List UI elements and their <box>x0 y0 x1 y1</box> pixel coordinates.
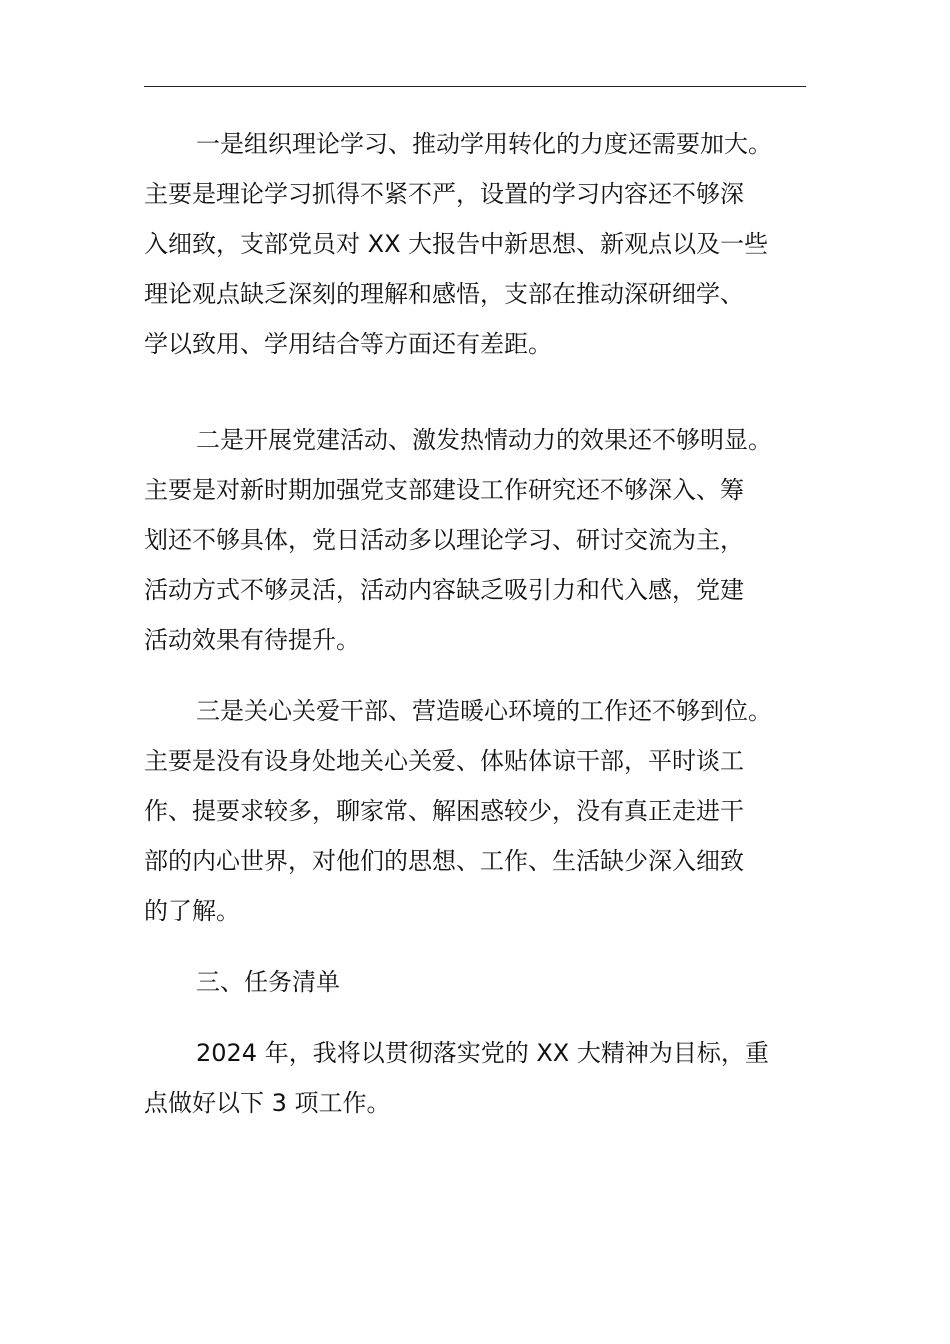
paragraph-line: 入细致，支部党员对 XX 大报告中新思想、新观点以及一些 <box>144 230 769 258</box>
header-rule <box>144 86 806 87</box>
paragraph-line: 划还不够具体，党日活动多以理论学习、研讨交流为主， <box>144 526 744 554</box>
paragraph-line: 主要是没有设身处地关心关爱、体贴体谅干部，平时谈工 <box>144 747 744 775</box>
paragraph-line: 学以致用、学用结合等方面还有差距。 <box>144 330 552 358</box>
section-heading: 三、任务清单 <box>196 968 340 996</box>
paragraph-line: 二是开展党建活动、激发热情动力的效果还不够明显。 <box>196 426 772 454</box>
paragraph-line: 部的内心世界，对他们的思想、工作、生活缺少深入细致 <box>144 847 744 875</box>
paragraph-line: 的了解。 <box>144 897 240 925</box>
paragraph-line: 主要是理论学习抓得不紧不严，设置的学习内容还不够深 <box>144 180 744 208</box>
paragraph-line: 一是组织理论学习、推动学用转化的力度还需要加大。 <box>196 130 772 158</box>
paragraph-line: 2024 年，我将以贯彻落实党的 XX 大精神为目标，重 <box>196 1039 769 1067</box>
paragraph-line: 理论观点缺乏深刻的理解和感悟，支部在推动深研细学、 <box>144 280 744 308</box>
paragraph-line: 活动方式不够灵活，活动内容缺乏吸引力和代入感，党建 <box>144 576 744 604</box>
paragraph-line: 三是关心关爱干部、营造暖心环境的工作还不够到位。 <box>196 697 772 725</box>
paragraph-line: 主要是对新时期加强党支部建设工作研究还不够深入、筹 <box>144 476 744 504</box>
paragraph-line: 作、提要求较多，聊家常、解困惑较少，没有真正走进干 <box>144 797 744 825</box>
paragraph-line: 点做好以下 3 项工作。 <box>144 1089 391 1117</box>
paragraph-line: 活动效果有待提升。 <box>144 626 360 654</box>
